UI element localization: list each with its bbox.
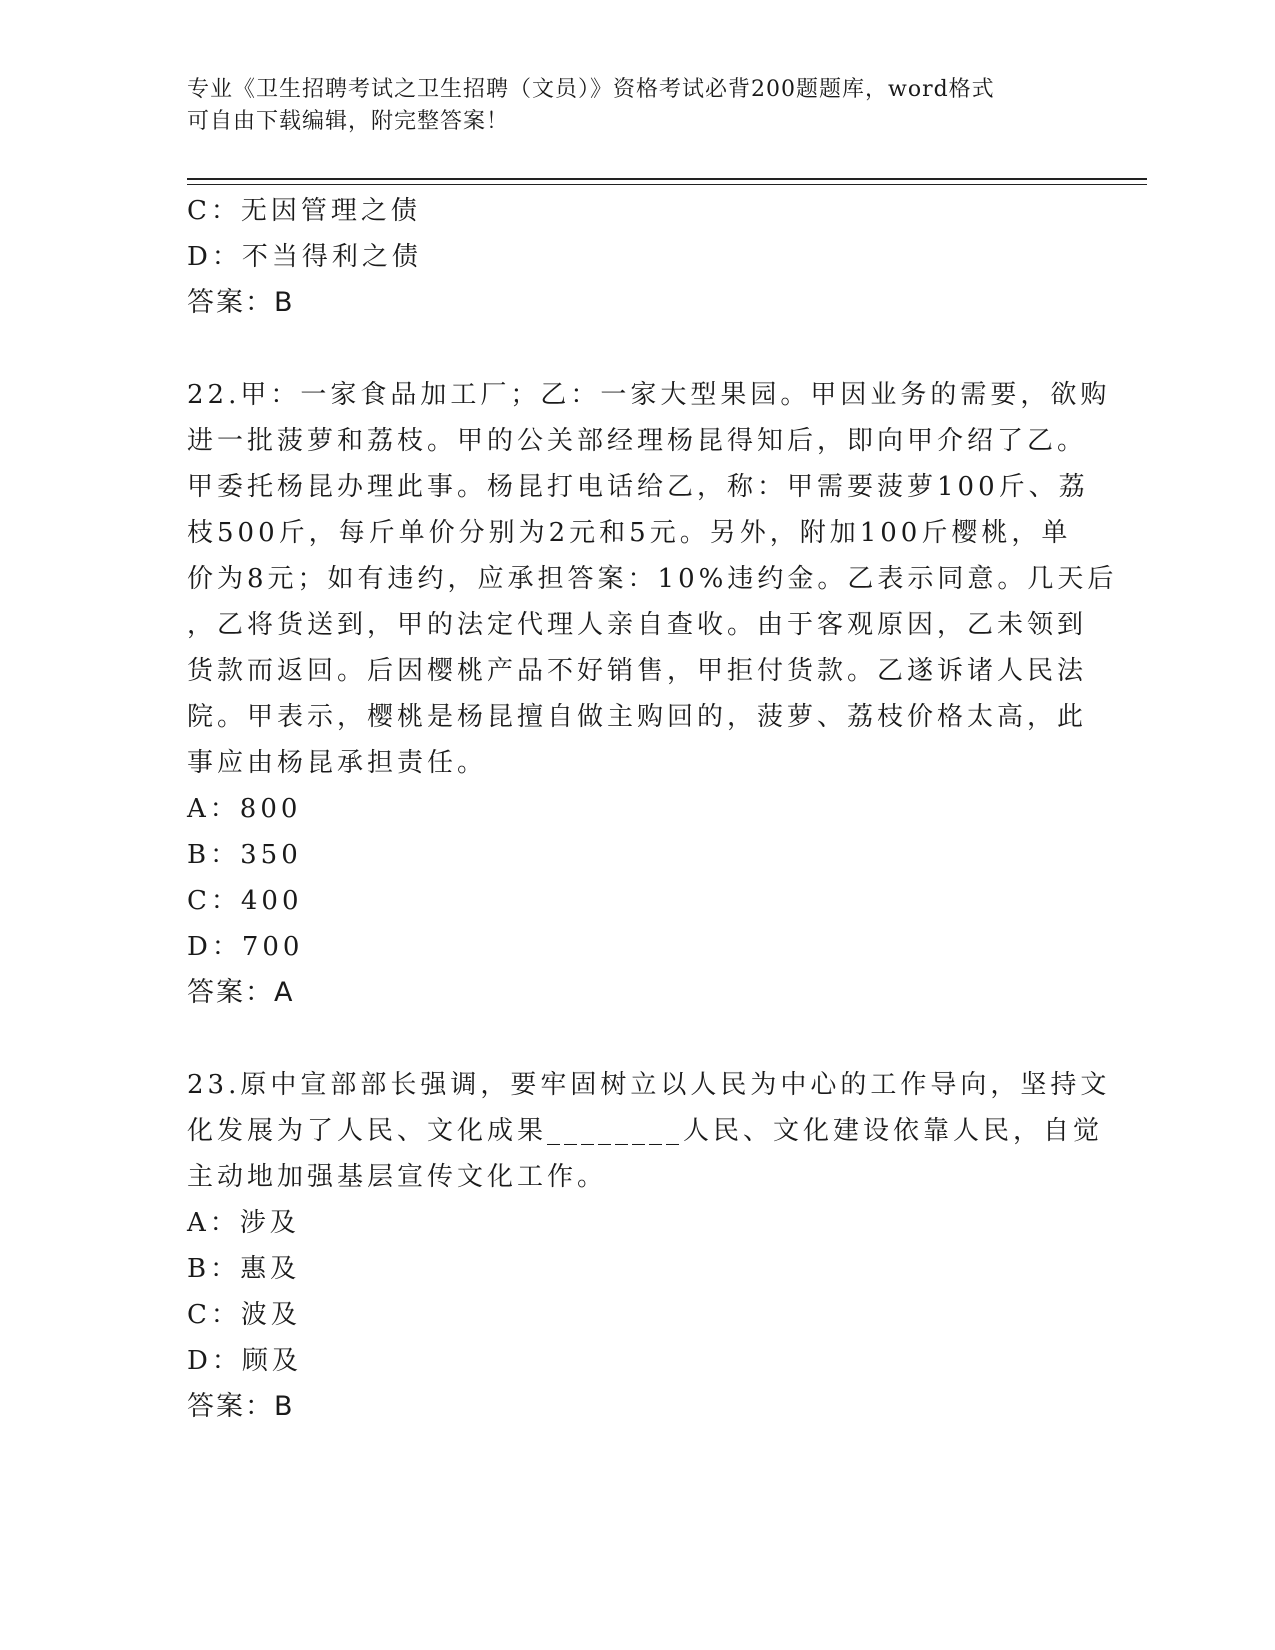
question-stem-line: ，乙将货送到，甲的法定代理人亲自查收。由于客观原因，乙未领到 [187,610,1088,640]
option-c: C：波及 [187,1300,301,1330]
option-a: A：涉及 [187,1208,300,1238]
question-stem-line: 主动地加强基层宣传文化工作。 [187,1162,608,1192]
spacer [187,1016,1087,1062]
answer-label: 答案：A [187,977,295,1008]
header-title-line2: 可自由下载编辑，附完整答案！ [187,109,510,134]
question-stem-line: 价为8元；如有违约，应承担答案：10%违约金。乙表示同意。几天后 [187,564,1118,594]
header-divider-thin [187,184,1147,185]
question-stem-line: 院。甲表示，樱桃是杨昆擅自做主购回的，菠萝、荔枝价格太高，此 [187,702,1088,732]
question-21 [187,188,1087,326]
question-stem-line: 货款而返回。后因樱桃产品不好销售，甲拒付货款。乙遂诉诸人民法 [187,656,1088,686]
option-a: A：800 [187,794,302,824]
option-b: B：惠及 [187,1254,301,1284]
answer-label: 答案：B [187,287,295,318]
header-title-line1: 专业《卫生招聘考试之卫生招聘（文员）》资格考试必背200题题库，word格式 [187,77,995,102]
document-header [187,74,1067,138]
question-stem-line: 枝500斤，每斤单价分别为2元和5元。另外，附加100斤樱桃，单 [187,518,1072,548]
option-c: C：无因管理之债 [187,196,421,226]
question-stem-line: 事应由杨昆承担责任。 [187,748,488,778]
spacer [187,326,1087,372]
question-stem-line: 23.原中宣部部长强调，要牢固树立以人民为中心的工作导向，坚持文 [187,1070,1111,1100]
question-stem-line: 化发展为了人民、文化成果________人民、文化建设依靠人民，自觉 [187,1116,1104,1146]
answer-label: 答案：B [187,1391,295,1422]
question-stem-line: 22.甲：一家食品加工厂；乙：一家大型果园。甲因业务的需要，欲购 [187,380,1111,410]
option-b: B：350 [187,840,302,870]
question-stem-line: 甲委托杨昆办理此事。杨昆打电话给乙，称：甲需要菠萝100斤、荔 [187,472,1089,502]
header-divider-thick [187,178,1147,180]
option-d: D：700 [187,932,304,962]
option-d: D：不当得利之债 [187,242,422,272]
question-stem-line: 进一批菠萝和荔枝。甲的公关部经理杨昆得知后，即向甲介绍了乙。 [187,426,1088,456]
option-d: D：顾及 [187,1346,302,1376]
question-content [187,188,1118,1430]
question-23 [187,1062,1111,1430]
question-22 [187,372,1118,1016]
option-c: C：400 [187,886,303,916]
